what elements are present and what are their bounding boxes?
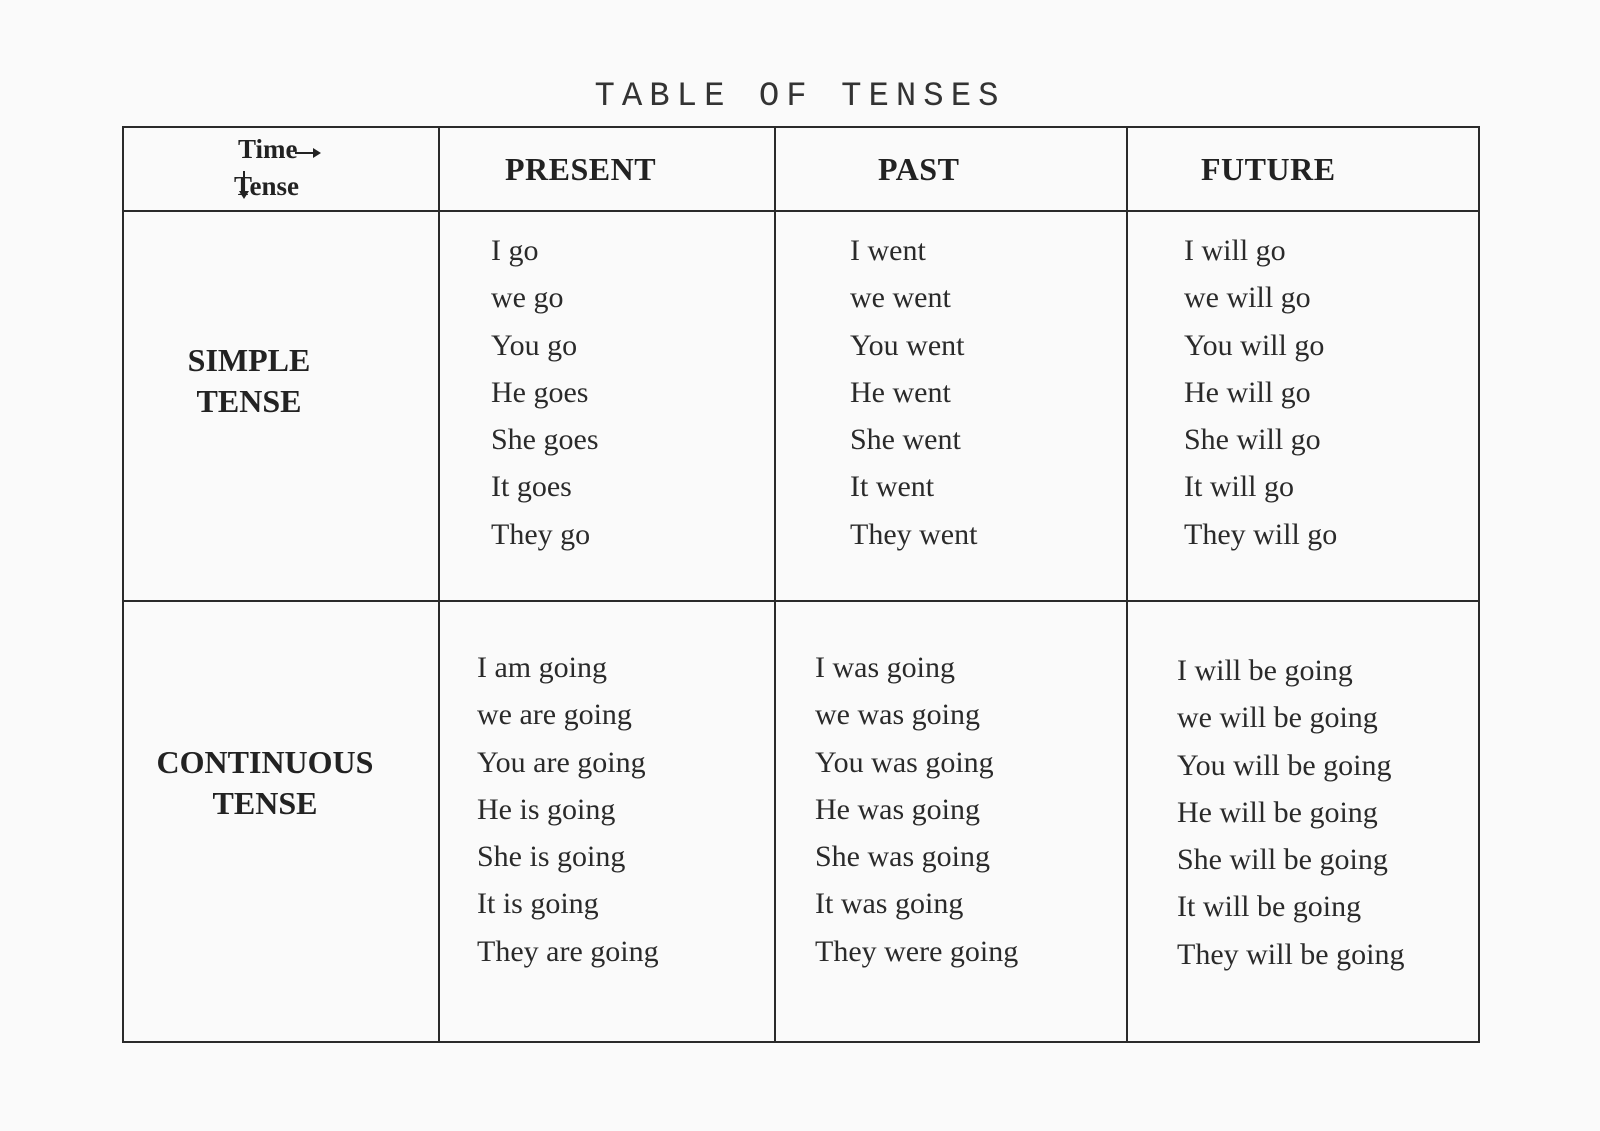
verb-form: He will be going — [1177, 795, 1378, 829]
verb-form: I am going — [477, 651, 607, 684]
column-header-label: FUTURE — [1201, 150, 1336, 187]
table-row-simple — [123, 211, 1479, 601]
verb-form-list — [1128, 212, 1478, 558]
row-label-line: CONTINUOUS — [156, 744, 374, 780]
verb-form: She is going — [477, 840, 626, 874]
arrow-right-icon — [295, 152, 319, 154]
column-header-present — [439, 127, 775, 211]
verb-form: She goes — [491, 423, 599, 457]
verb-form: we are going — [477, 698, 632, 732]
corner-cell — [123, 127, 439, 211]
cell-continuous-future — [1127, 601, 1479, 1042]
verb-form: we went — [850, 281, 951, 315]
verb-form-list — [776, 212, 1126, 558]
verb-form: It was going — [815, 887, 964, 921]
cell-simple-present — [439, 211, 775, 601]
verb-form-list — [1128, 602, 1478, 978]
verb-form: She went — [850, 423, 961, 457]
verb-form: we was going — [815, 698, 980, 732]
tenses-table — [122, 126, 1480, 1043]
verb-form: I was going — [815, 651, 955, 684]
verb-form: You are going — [477, 745, 646, 779]
verb-form: He went — [850, 375, 951, 409]
cell-continuous-present — [439, 601, 775, 1042]
cell-continuous-past — [775, 601, 1127, 1042]
verb-form: They were going — [815, 934, 1019, 968]
verb-form: They go — [491, 517, 591, 551]
verb-form: She will be going — [1177, 843, 1388, 877]
verb-form: He will go — [1184, 375, 1311, 409]
verb-form: They will go — [1184, 517, 1338, 551]
cell-simple-past — [775, 211, 1127, 601]
verb-form: You was going — [815, 745, 994, 779]
verb-form: You will go — [1184, 328, 1325, 362]
row-header-continuous — [123, 601, 439, 1042]
page-title: TABLE OF TENSES — [594, 78, 1006, 116]
verb-form-list — [776, 602, 1126, 975]
verb-form: He is going — [477, 792, 616, 826]
verb-form: They went — [850, 517, 978, 551]
column-header-label: PAST — [878, 150, 960, 187]
verb-form: we go — [491, 281, 564, 315]
verb-form: It is going — [477, 887, 599, 921]
verb-form-list — [440, 602, 774, 975]
verb-form: You go — [491, 328, 578, 362]
verb-form: She was going — [815, 840, 990, 874]
cell-simple-future — [1127, 211, 1479, 601]
time-label: Time — [238, 134, 298, 164]
verb-form: She will go — [1184, 423, 1321, 457]
arrow-down-icon — [243, 171, 245, 197]
tense-label: Tense — [234, 171, 300, 201]
verb-form: It will be going — [1177, 890, 1362, 924]
verb-form: You will be going — [1177, 748, 1392, 782]
row-label-line: TENSE — [196, 383, 302, 419]
table-header-row — [123, 127, 1479, 211]
verb-form: It went — [850, 470, 935, 504]
verb-form: I go — [491, 234, 539, 267]
row-label-line: SIMPLE — [187, 342, 311, 378]
verb-form: I will be going — [1177, 654, 1353, 687]
verb-form: we will go — [1184, 281, 1311, 315]
row-header-simple — [123, 211, 439, 601]
verb-form: It will go — [1184, 470, 1294, 504]
verb-form: You went — [850, 328, 965, 362]
row-label-line: TENSE — [212, 785, 318, 821]
verb-form: It goes — [491, 470, 572, 504]
verb-form: I went — [850, 234, 926, 267]
column-header-past — [775, 127, 1127, 211]
verb-form: we will be going — [1177, 701, 1378, 735]
verb-form-list — [440, 212, 774, 558]
column-header-label: PRESENT — [505, 150, 657, 187]
table-row-continuous — [123, 601, 1479, 1042]
verb-form: I will go — [1184, 234, 1286, 267]
verb-form: They will be going — [1177, 937, 1405, 971]
verb-form: They are going — [477, 934, 659, 968]
verb-form: He was going — [815, 792, 980, 826]
column-header-future — [1127, 127, 1479, 211]
verb-form: He goes — [491, 375, 589, 409]
